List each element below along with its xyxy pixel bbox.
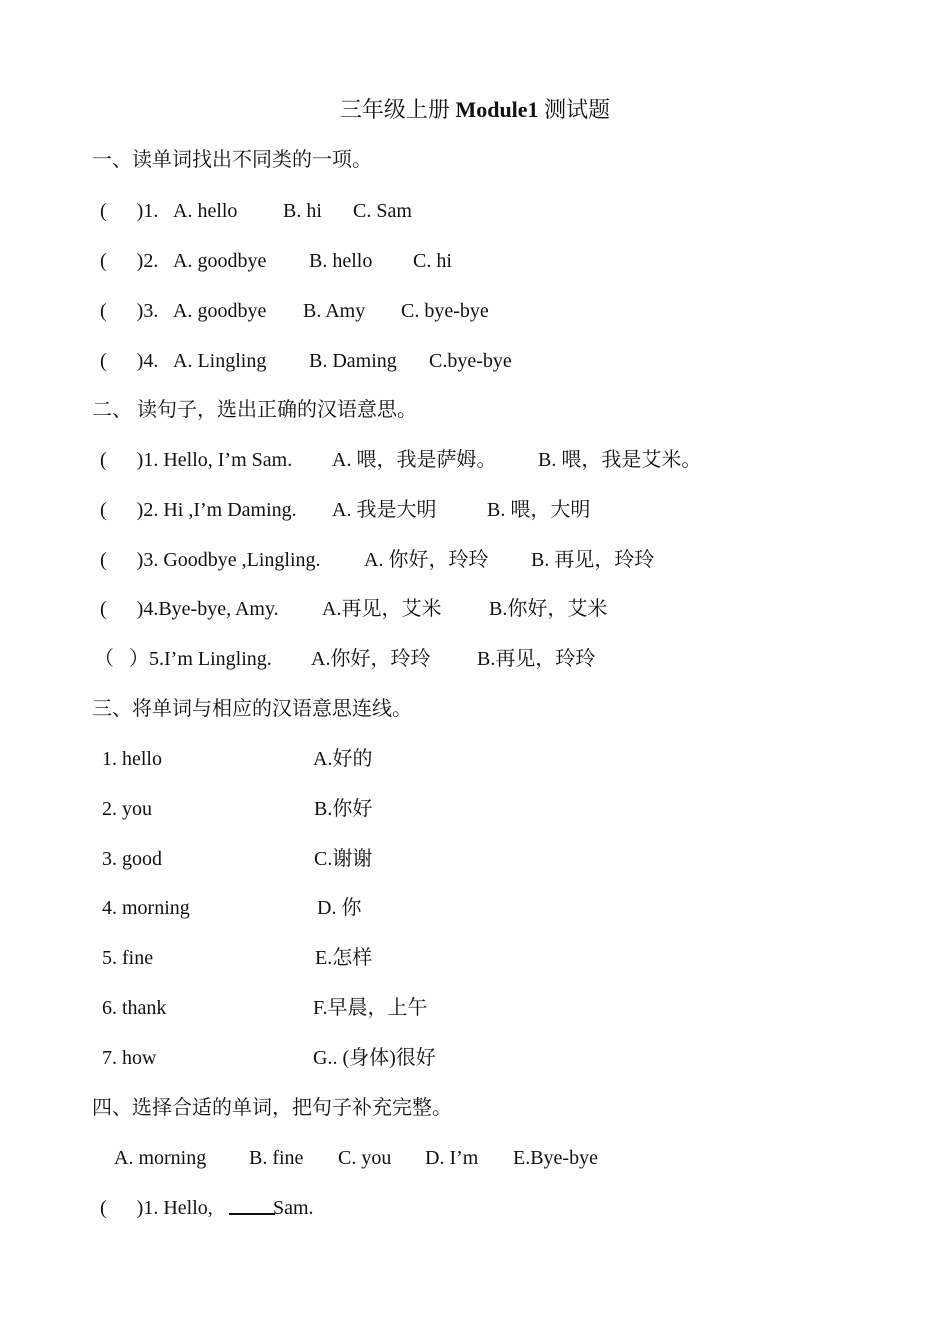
option-b: B. Amy bbox=[303, 300, 366, 322]
option-a: A. Lingling bbox=[173, 350, 267, 372]
match-word: 3. good bbox=[102, 848, 162, 870]
option-c: C.bye-bye bbox=[429, 350, 512, 372]
match-meaning: A.好的 bbox=[313, 748, 373, 770]
section2-heading: 二、 读句子，选出正确的汉语意思。 bbox=[92, 399, 417, 421]
question-number: ( )4. bbox=[100, 350, 159, 372]
match-word: 5. fine bbox=[102, 947, 154, 969]
title-prefix: 三年级上册 bbox=[339, 97, 456, 122]
word-bank-option: C. you bbox=[338, 1147, 392, 1169]
word-bank-option: B. fine bbox=[249, 1147, 304, 1169]
option-a: A. 我是大明 bbox=[332, 499, 437, 521]
title-suffix: 测试题 bbox=[538, 97, 611, 122]
match-meaning: C.谢谢 bbox=[314, 848, 373, 870]
section1-heading: 一、读单词找出不同类的一项。 bbox=[92, 149, 372, 171]
title-module: Module1 bbox=[455, 97, 539, 122]
match-word: 2. you bbox=[102, 798, 152, 820]
option-b: B.再见，玲玲 bbox=[477, 648, 596, 670]
question-sentence: ( )3. Goodbye ,Lingling. bbox=[100, 549, 321, 571]
word-bank-option: E.Bye-bye bbox=[513, 1147, 598, 1169]
match-meaning: E.怎样 bbox=[315, 947, 373, 969]
option-c: C. Sam bbox=[353, 200, 412, 222]
section3-heading: 三、将单词与相应的汉语意思连线。 bbox=[92, 698, 412, 720]
match-meaning: F.早晨，上午 bbox=[313, 997, 428, 1019]
option-a: A. 喂，我是萨姆。 bbox=[332, 449, 497, 471]
question-number: ( )1. Hello, bbox=[100, 1197, 213, 1219]
option-b: B. Daming bbox=[309, 350, 397, 372]
match-word: 1. hello bbox=[102, 748, 162, 770]
option-b: B. hello bbox=[309, 250, 373, 272]
word-bank-option: D. I’m bbox=[425, 1147, 479, 1169]
match-meaning: G.. (身体)很好 bbox=[313, 1047, 436, 1069]
option-b: B. hi bbox=[283, 200, 322, 222]
question-sentence: （ ）5.I’m Lingling. bbox=[94, 648, 272, 670]
option-b: B. 喂，我是艾米。 bbox=[538, 449, 702, 471]
sentence-ending: Sam. bbox=[273, 1197, 314, 1219]
question-sentence: ( )4.Bye-bye, Amy. bbox=[100, 598, 279, 620]
question-sentence: ( )2. Hi ,I’m Daming. bbox=[100, 499, 297, 521]
option-c: C. bye-bye bbox=[401, 300, 489, 322]
option-a: A. 你好，玲玲 bbox=[364, 549, 489, 571]
option-b: B.你好，艾米 bbox=[489, 598, 608, 620]
option-b: B. 喂，大明 bbox=[487, 499, 591, 521]
option-a: A. goodbye bbox=[173, 300, 267, 322]
section4-heading: 四、选择合适的单词，把句子补充完整。 bbox=[92, 1097, 452, 1119]
match-meaning: B.你好 bbox=[314, 798, 373, 820]
option-b: B. 再见，玲玲 bbox=[531, 549, 655, 571]
option-a: A. hello bbox=[173, 200, 238, 222]
question-number: ( )1. bbox=[100, 200, 159, 222]
question-sentence: ( )1. Hello, I’m Sam. bbox=[100, 449, 293, 471]
option-a: A. goodbye bbox=[173, 250, 267, 272]
answer-blank[interactable] bbox=[227, 1195, 277, 1222]
question-number: ( )2. bbox=[100, 250, 159, 272]
option-a: A.再见，艾米 bbox=[322, 598, 442, 620]
question-number: ( )3. bbox=[100, 300, 159, 322]
match-word: 7. how bbox=[102, 1047, 157, 1069]
option-a: A.你好，玲玲 bbox=[311, 648, 431, 670]
page-title bbox=[0, 96, 950, 124]
match-word: 6. thank bbox=[102, 997, 167, 1019]
match-word: 4. morning bbox=[102, 897, 190, 919]
option-c: C. hi bbox=[413, 250, 452, 272]
match-meaning: D. 你 bbox=[317, 897, 362, 919]
word-bank-option: A. morning bbox=[114, 1147, 207, 1169]
